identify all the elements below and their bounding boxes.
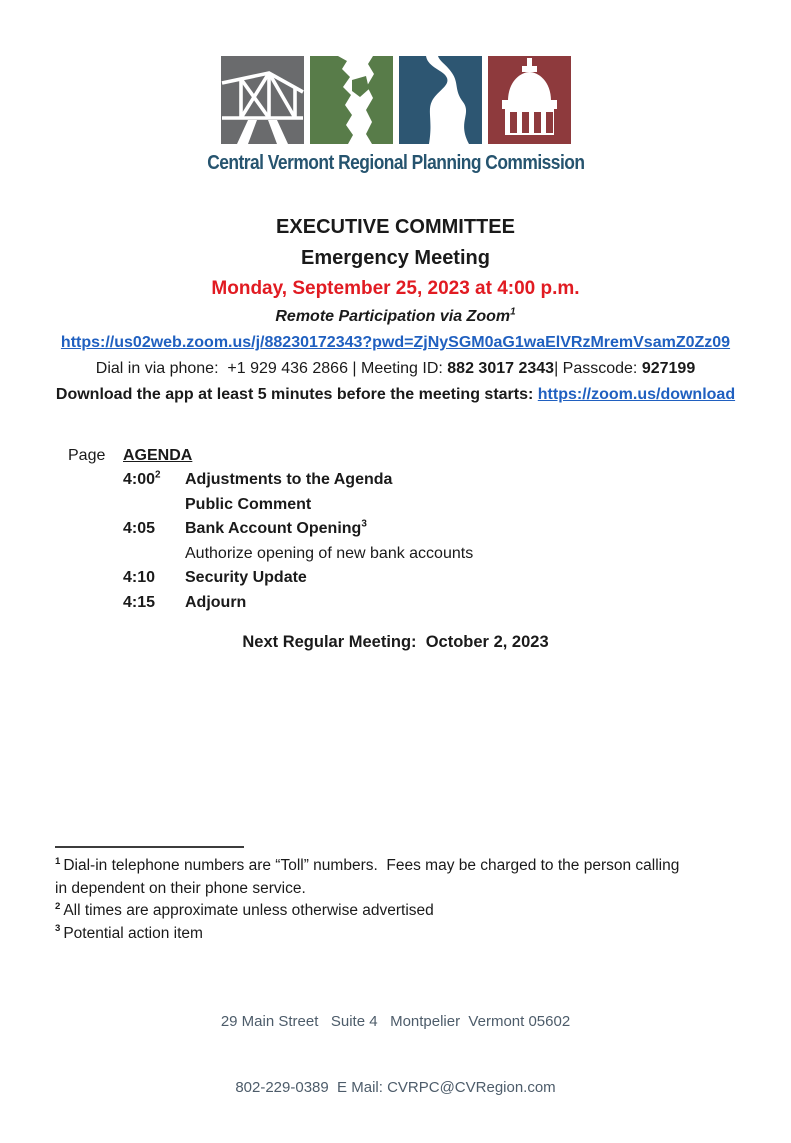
agenda-header — [68, 443, 473, 468]
footnote-ref-1: 1 — [510, 306, 516, 318]
footnote-1-continued: in dependent on their phone service. — [55, 879, 306, 897]
agenda-item-title: Security Update — [185, 569, 307, 586]
footnote-2: $^2$ All times are approximate unless otherwise advertised — [55, 900, 434, 919]
download-line — [0, 382, 791, 408]
agenda-item: $4:00^2$ Adjustments to the Agenda — [123, 468, 473, 493]
meeting-datetime: Monday, September 25, 2023 at 4:00 p.m. — [211, 278, 580, 299]
river-icon — [399, 56, 482, 144]
zoom-meeting-link[interactable]: https://us02web.zoom.us/j/88230172343?pwd=ZjNySGM0aG1waElVRzMremVsamZ0Zz09 — [60, 334, 731, 351]
agenda-item-title: Adjourn — [185, 593, 247, 611]
agenda-item: 4:10 Security Update — [123, 566, 473, 591]
footnote-separator — [55, 846, 244, 848]
document-footer — [0, 967, 791, 1143]
bridge-icon — [221, 56, 304, 144]
vermont-map-icon — [310, 56, 393, 144]
org-name: Central Vermont Regional Planning Commission — [206, 152, 585, 174]
capitol-dome-icon — [488, 56, 571, 144]
agenda-item-title: Public Comment — [185, 495, 312, 513]
zoom-link-line — [0, 330, 791, 356]
logo-tiles — [221, 56, 571, 144]
agenda-item — [123, 542, 473, 567]
footnote-1: $^1$ Dial-in telephone numbers are “Toll” numbers. Fees may be charged to the person calling — [55, 855, 680, 874]
committee-title: EXECUTIVE COMMITTEE — [276, 216, 515, 238]
agenda-heading: AGENDA — [123, 447, 193, 464]
agenda-section — [68, 443, 473, 615]
title-block — [0, 212, 791, 408]
dial-in-line — [0, 356, 791, 382]
meeting-type: Emergency Meeting — [301, 247, 490, 269]
agenda-item-description: Authorize opening of new bank accounts — [185, 544, 474, 562]
footnote-3: $^3$ Potential action item — [55, 923, 203, 942]
meeting-id: 882 3017 2343 — [447, 360, 555, 377]
agenda-item: 4:15 Adjourn — [123, 591, 473, 616]
agenda-item-title: Bank Account Opening$^3$ — [185, 518, 367, 537]
footer-contact: 802-229-0389 E Mail: CVRPC@CVRegion.com — [235, 1079, 556, 1096]
passcode-label: | Passcode: — [554, 360, 642, 377]
dial-prefix: Dial in via phone: +1 929 436 2866 | Meeting ID: — [95, 360, 448, 377]
agenda-item-title: Adjustments to the Agenda — [185, 471, 393, 488]
zoom-download-link[interactable]: https://zoom.us/download — [537, 386, 736, 403]
page-column-label: Page — [68, 447, 106, 464]
agenda-item — [123, 493, 473, 518]
footnotes-section — [55, 846, 717, 945]
next-meeting-notice: Next Regular Meeting: October 2, 2023 — [242, 633, 549, 651]
footnote-ref-3: 3 — [361, 518, 367, 530]
footer-address: 29 Main Street Suite 4 Montpelier Vermont 05602 — [220, 1013, 571, 1030]
footnote-ref-2: 2 — [155, 469, 161, 481]
agenda-item: 4:05 Bank Account Opening$^3$ — [123, 517, 473, 542]
download-text: Download the app at least 5 minutes before the meeting starts: — [55, 386, 538, 403]
cvrpc-logo — [0, 56, 791, 175]
passcode-value: 927199 — [641, 360, 696, 377]
remote-participation-line: Remote Participation via Zoom$^1$ — [275, 306, 516, 325]
